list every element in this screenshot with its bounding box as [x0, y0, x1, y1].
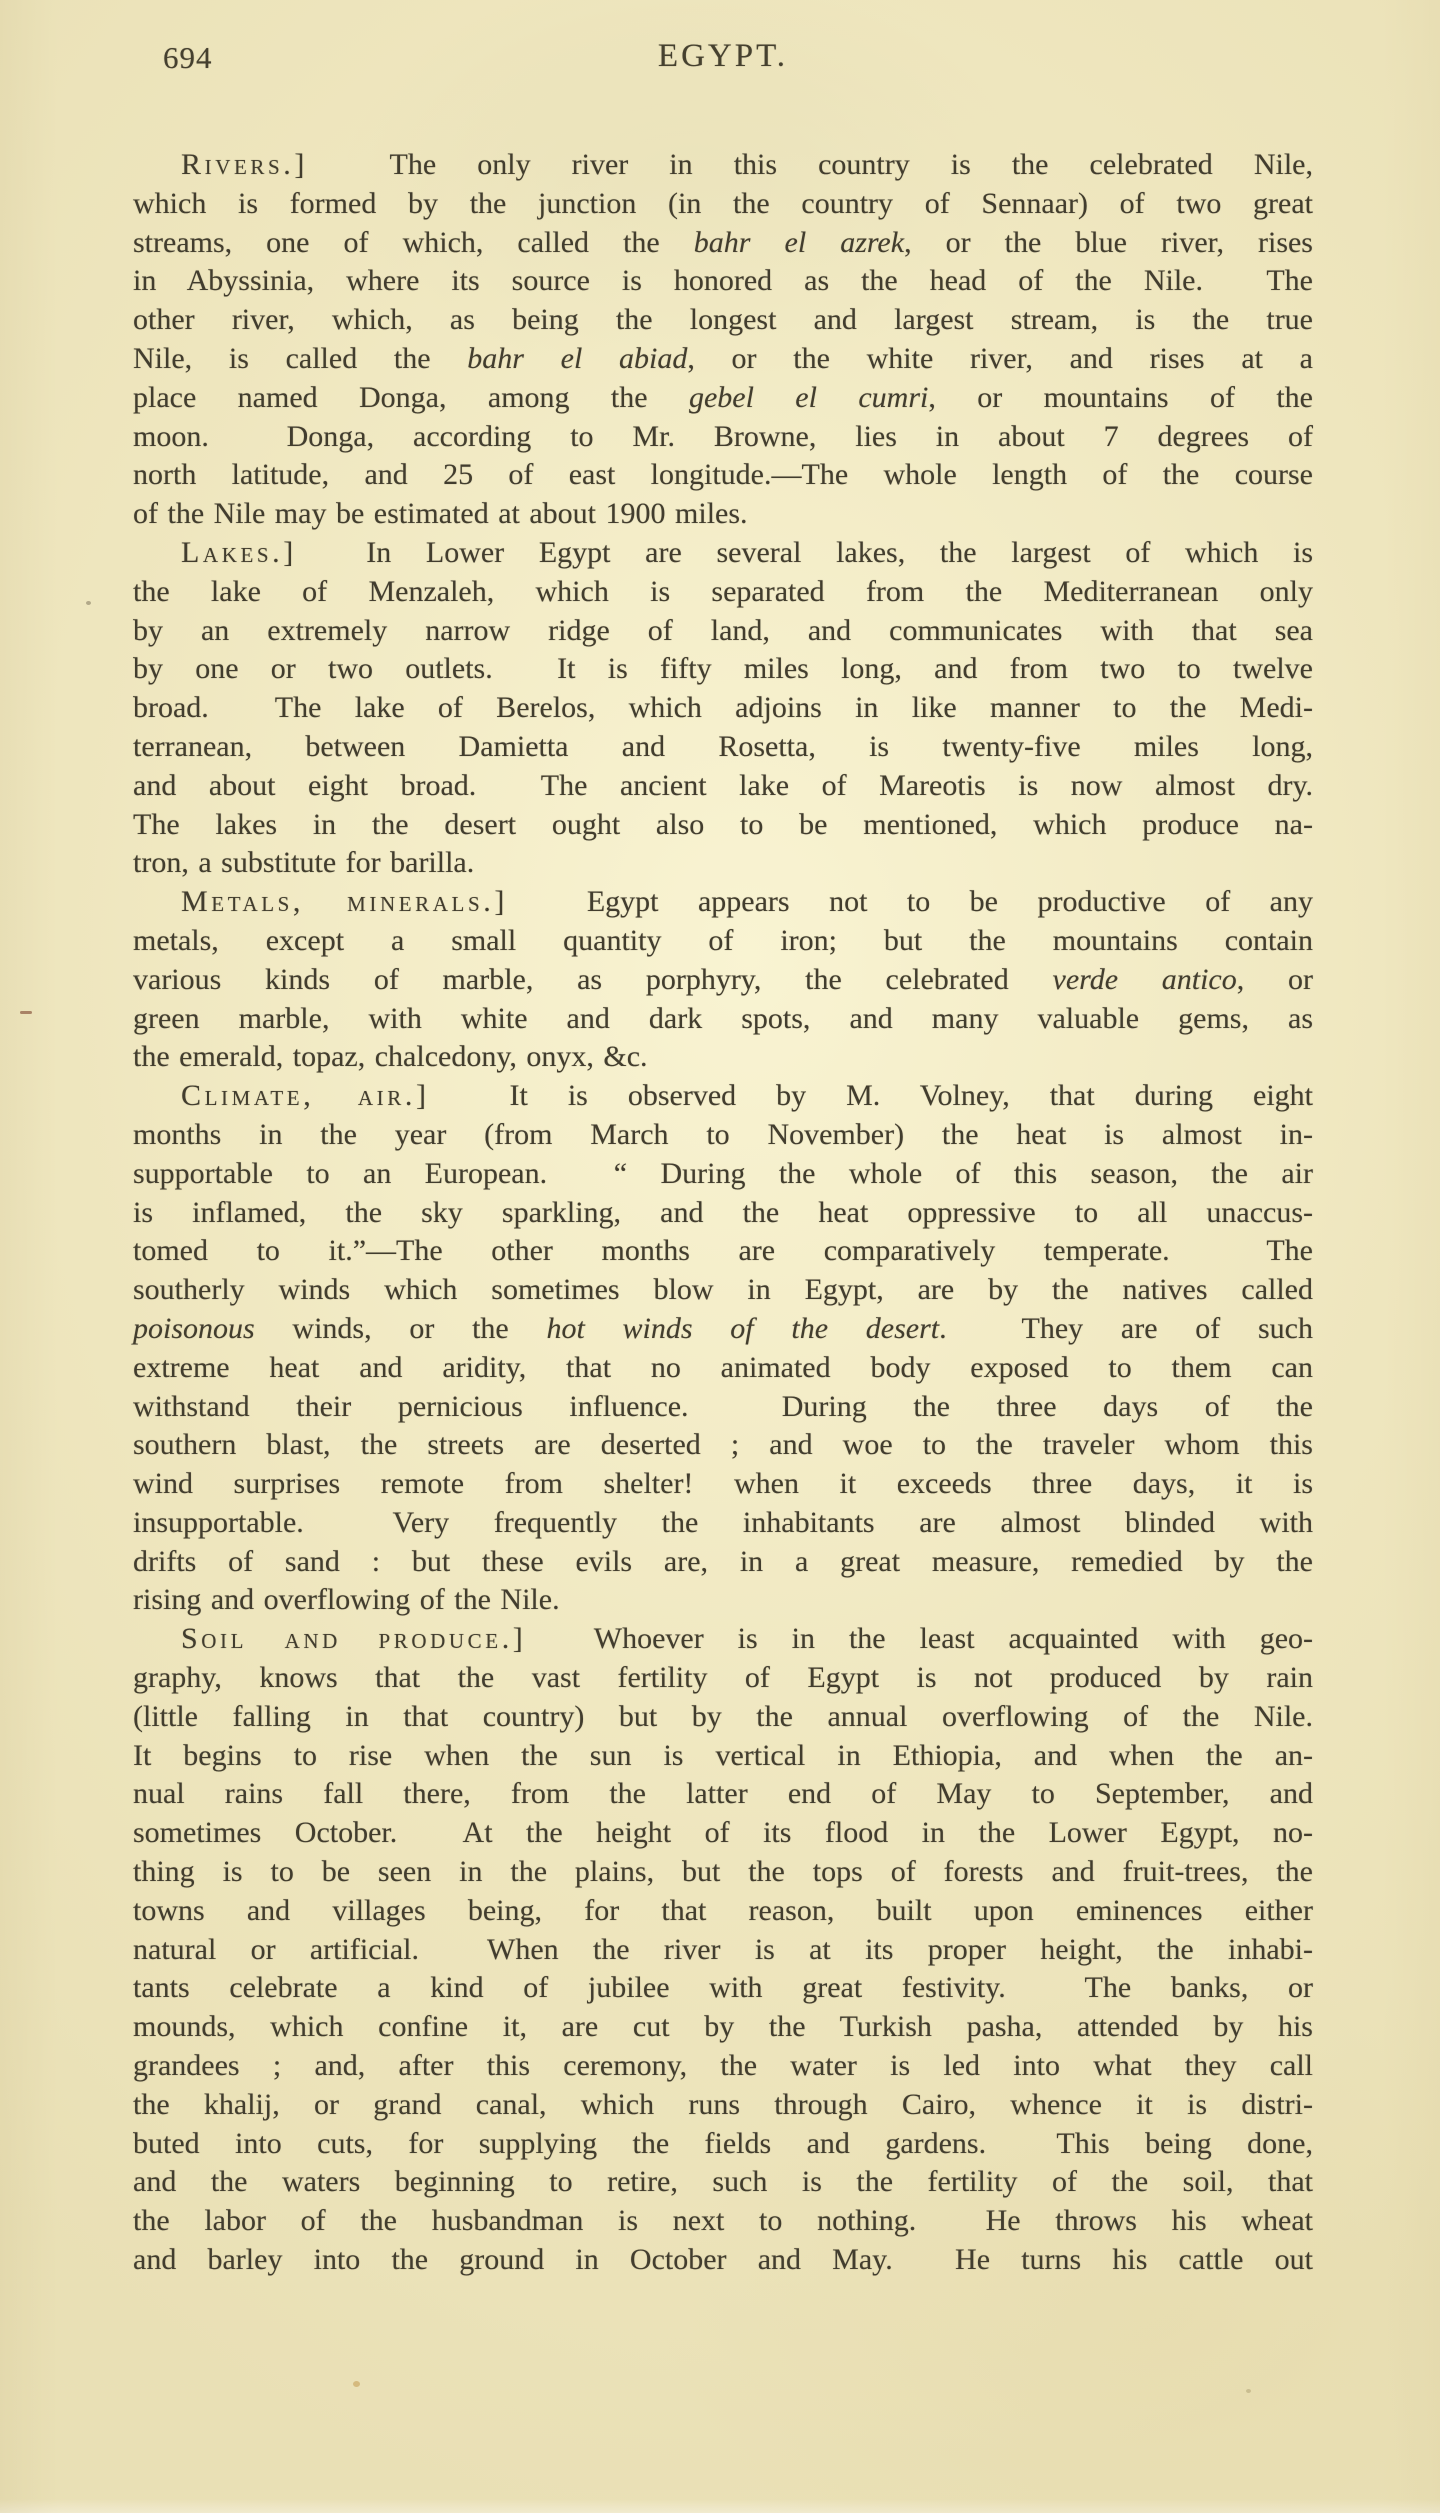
text-line [133, 418, 1313, 457]
text-segment: bahr el abiad [467, 341, 688, 375]
text-line [133, 844, 1313, 883]
text-segment: mounds, which confine it, are cut by the Turkish pasha, attended by his [133, 2010, 1313, 2044]
text-line [133, 1271, 1313, 1310]
text-line [133, 1814, 1313, 1853]
text-line [133, 1892, 1313, 1931]
text-line [133, 2241, 1313, 2280]
text-segment: other river, which, as being the longest and largest stream, is the true [133, 303, 1313, 337]
text-segment: rising and overflowing of the Nile. [133, 1583, 560, 1617]
text-segment: hot winds of the desert [546, 1311, 940, 1345]
text-segment: poisonous [133, 1311, 255, 1345]
text-segment: gebel el cumri [688, 380, 929, 414]
text-line [133, 1698, 1313, 1737]
text-segment: green marble, with white and dark spots, and many valuable gems, as [133, 1001, 1313, 1035]
text-line [133, 1620, 1313, 1659]
text-line [133, 1194, 1313, 1233]
section-heading: Soil and produce.] [181, 1622, 527, 1656]
text-segment: buted into cuts, for supplying the fields and gardens. This being done, [133, 2126, 1313, 2160]
text-segment: by an extremely narrow ridge of land, and communicates with that sea [133, 613, 1313, 647]
page-text [133, 146, 1313, 2280]
text-line [133, 1969, 1313, 2008]
text-line [133, 1775, 1313, 1814]
text-segment: towns and villages being, for that reason, built upon eminences either [133, 1893, 1313, 1927]
text-segment: , or the blue river, rises [904, 225, 1313, 259]
text-segment: which is formed by the junction (in the country of Sennaar) of two great [133, 186, 1313, 220]
section-heading: Climate, air.] [181, 1079, 430, 1113]
text-segment: in Abyssinia, where its source is honored as the head of the Nile. The [133, 264, 1313, 298]
text-segment: terranean, between Damietta and Rosetta, is twenty-five miles long, [133, 729, 1313, 763]
text-line [133, 806, 1313, 845]
paper-speck [1246, 2389, 1251, 2393]
text-segment: tomed to it.”—The other months are comparatively temperate. The [133, 1234, 1313, 1268]
text-line [133, 612, 1313, 651]
text-segment: insupportable. Very frequently the inhabitants are almost blinded with [133, 1505, 1313, 1539]
text-segment: place named Donga, among the [133, 380, 689, 414]
text-segment: southerly winds which sometimes blow in Egypt, are by the natives called [133, 1273, 1313, 1307]
text-line [133, 1000, 1313, 1039]
text-segment: wind surprises remote from shelter! when it exceeds three days, it is [133, 1467, 1313, 1501]
text-line [133, 1659, 1313, 1698]
text-line [133, 1426, 1313, 1465]
text-segment: In Lower Egypt are several lakes, the largest of which is [296, 535, 1313, 569]
text-segment: . They are of such [939, 1311, 1313, 1345]
text-segment: tron, a substitute for barilla. [133, 846, 475, 880]
text-segment: , or the white river, and rises at a [687, 341, 1313, 375]
text-segment: southern blast, the streets are deserted ; and woe to the traveler whom this [133, 1428, 1313, 1462]
text-line [133, 1931, 1313, 1970]
text-segment: by one or two outlets. It is fifty miles long, and from two to twelve [133, 652, 1313, 686]
text-line [133, 689, 1313, 728]
text-segment: and about eight broad. The ancient lake of Mareotis is now almost dry. [133, 768, 1313, 802]
text-segment: Egypt appears not to be productive of any [507, 885, 1313, 919]
text-segment: supportable to an European. “ During the whole of this season, the air [133, 1156, 1313, 1190]
paragraph-climate-air [133, 1077, 1313, 1620]
text-segment: bahr el azrek [693, 225, 905, 259]
text-segment: various kinds of marble, as porphyry, the celebrated [133, 962, 1053, 996]
text-line [133, 1077, 1313, 1116]
text-line [133, 2163, 1313, 2202]
text-segment: north latitude, and 25 of east longitude.—The whole length of the course [133, 458, 1313, 492]
page-number: 694 [163, 40, 213, 75]
text-line [133, 728, 1313, 767]
text-line [133, 1310, 1313, 1349]
text-segment: Nile, is called the [133, 341, 468, 375]
text-segment: winds, or the [254, 1311, 547, 1345]
text-line [133, 2202, 1313, 2241]
text-line [133, 1465, 1313, 1504]
text-segment: broad. The lake of Berelos, which adjoins in like manner to the Medi- [133, 691, 1313, 725]
text-segment: the lake of Menzaleh, which is separated from the Mediterranean only [133, 574, 1313, 608]
text-segment: months in the year (from March to November) the heat is almost in- [133, 1117, 1313, 1151]
text-line [133, 1853, 1313, 1892]
text-line [133, 961, 1313, 1000]
text-segment: streams, one of which, called the [133, 225, 694, 259]
text-line [133, 456, 1313, 495]
text-segment: The only river in this country is the celebrated Nile, [307, 148, 1313, 181]
text-segment: the labor of the husbandman is next to nothing. He throws his wheat [133, 2204, 1313, 2238]
text-line [133, 146, 1313, 185]
text-line [133, 573, 1313, 612]
text-line [133, 301, 1313, 340]
paper-speck [353, 2381, 360, 2387]
text-line [133, 379, 1313, 418]
text-line [133, 1349, 1313, 1388]
text-segment: the emerald, topaz, chalcedony, onyx, &c. [133, 1040, 648, 1074]
text-segment: The lakes in the desert ought also to be mentioned, which produce na- [133, 807, 1313, 841]
paragraph-lakes [133, 534, 1313, 883]
text-segment: natural or artificial. When the river is at its proper height, the inhabi- [133, 1932, 1313, 1966]
text-segment: drifts of sand : but these evils are, in a great measure, remedied by the [133, 1544, 1313, 1578]
text-line [133, 650, 1313, 689]
running-title: EGYPT. [657, 38, 789, 74]
text-line [133, 1038, 1313, 1077]
text-line [133, 767, 1313, 806]
text-line [133, 883, 1313, 922]
text-segment: It is observed by M. Volney, that during eight [429, 1079, 1313, 1113]
text-segment: is inflamed, the sky sparkling, and the heat oppressive to all unaccus- [133, 1195, 1313, 1229]
text-line [133, 224, 1313, 263]
text-segment: , or [1236, 962, 1313, 996]
text-segment: , or mountains of the [928, 380, 1313, 414]
text-line [133, 1232, 1313, 1271]
text-line [133, 1116, 1313, 1155]
text-segment: withstand their pernicious influence. During the three days of the [133, 1389, 1313, 1423]
section-heading: Lakes.] [181, 535, 297, 569]
paper-speck [20, 1011, 32, 1014]
text-segment: nual rains fall there, from the latter end of May to September, and [133, 1777, 1313, 1811]
text-line [133, 1388, 1313, 1427]
text-segment: Whoever is in the least acquainted with geo- [526, 1622, 1313, 1656]
text-segment: extreme heat and aridity, that no animated body exposed to them can [133, 1350, 1313, 1384]
text-line [133, 2125, 1313, 2164]
text-line [133, 922, 1313, 961]
text-line [133, 495, 1313, 534]
text-line [133, 340, 1313, 379]
text-segment: moon. Donga, according to Mr. Browne, lies in about 7 degrees of [133, 419, 1313, 453]
text-segment: graphy, knows that the vast fertility of Egypt is not produced by rain [133, 1661, 1313, 1695]
text-segment: tants celebrate a kind of jubilee with great festivity. The banks, or [133, 1971, 1313, 2005]
text-segment: and barley into the ground in October and May. He turns his cattle out [133, 2243, 1313, 2277]
text-segment: of the Nile may be estimated at about 1900 miles. [133, 497, 748, 531]
text-line [133, 2086, 1313, 2125]
paragraph-rivers [133, 146, 1313, 534]
text-segment: thing is to be seen in the plains, but the tops of forests and fruit-trees, the [133, 1855, 1313, 1889]
text-segment: It begins to rise when the sun is vertical in Ethiopia, and when the an- [133, 1738, 1313, 1772]
text-line [133, 1543, 1313, 1582]
text-segment: verde antico [1052, 962, 1237, 996]
text-line [133, 185, 1313, 224]
text-line [133, 1155, 1313, 1194]
text-segment: grandees ; and, after this ceremony, the water is led into what they call [133, 2049, 1313, 2083]
text-line [133, 2047, 1313, 2086]
text-line [133, 262, 1313, 301]
paper-speck [86, 601, 91, 605]
text-line [133, 534, 1313, 573]
text-line [133, 2008, 1313, 2047]
text-segment: the khalij, or grand canal, which runs through Cairo, whence it is distri- [133, 2087, 1313, 2121]
text-segment: and the waters beginning to retire, such is the fertility of the soil, that [133, 2165, 1313, 2199]
text-segment: (little falling in that country) but by the annual overflowing of the Nile. [133, 1699, 1313, 1733]
section-heading: Metals, minerals.] [181, 885, 508, 919]
text-segment: metals, except a small quantity of iron; but the mountains contain [133, 923, 1313, 957]
text-line [133, 1581, 1313, 1620]
paragraph-metals-minerals [133, 883, 1313, 1077]
text-segment: sometimes October. At the height of its flood in the Lower Egypt, no- [133, 1816, 1313, 1850]
section-heading: Rivers.] [181, 148, 308, 181]
paragraph-soil-and-produce [133, 1620, 1313, 2280]
text-line [133, 1504, 1313, 1543]
text-line [133, 1737, 1313, 1776]
